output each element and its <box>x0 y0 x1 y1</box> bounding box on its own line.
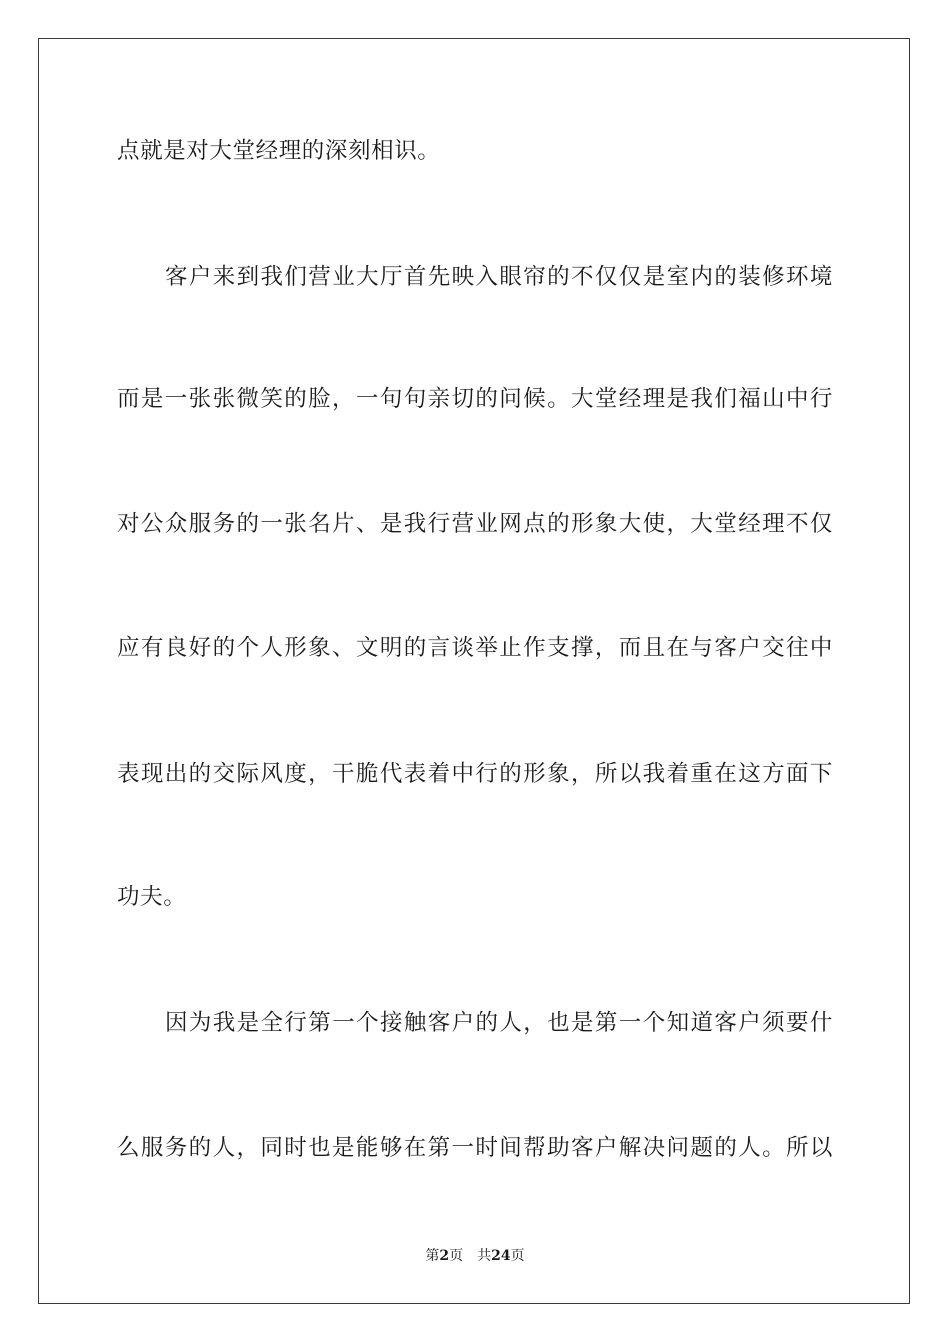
page-border <box>38 38 910 1304</box>
text-line: 么服务的人，同时也是能够在第一时间帮助客户解决问题的人。所以 <box>117 1135 833 1161</box>
total-label-prefix: 共 <box>477 1248 492 1264</box>
total-label-suffix: 页 <box>510 1248 525 1264</box>
text-line: 应有良好的个人形象、文明的言谈举止作支撑，而且在与客户交往中 <box>117 635 833 661</box>
paragraph-first-line: 因为我是全行第一个接触客户的人，也是第一个知道客户须要什 <box>165 1010 833 1036</box>
text-line: 功夫。 <box>117 884 187 910</box>
page-label-prefix: 第 <box>425 1248 440 1264</box>
text-line: 点就是对大堂经理的深刻相识。 <box>117 138 441 164</box>
current-page-number: 2 <box>439 1248 450 1264</box>
total-page-count: 24 <box>491 1248 511 1264</box>
text-line: 而是一张张微笑的脸，一句句亲切的问候。大堂经理是我们福山中行 <box>117 386 833 412</box>
paragraph-first-line: 客户来到我们营业大厅首先映入眼帘的不仅仅是室内的装修环境 <box>165 264 833 290</box>
page-label-suffix: 页 <box>449 1248 464 1264</box>
text-line: 对公众服务的一张名片、是我行营业网点的形象大使，大堂经理不仅 <box>117 511 833 537</box>
page-footer <box>0 1246 950 1266</box>
text-line: 表现出的交际风度，干脆代表着中行的形象，所以我着重在这方面下 <box>117 761 833 787</box>
